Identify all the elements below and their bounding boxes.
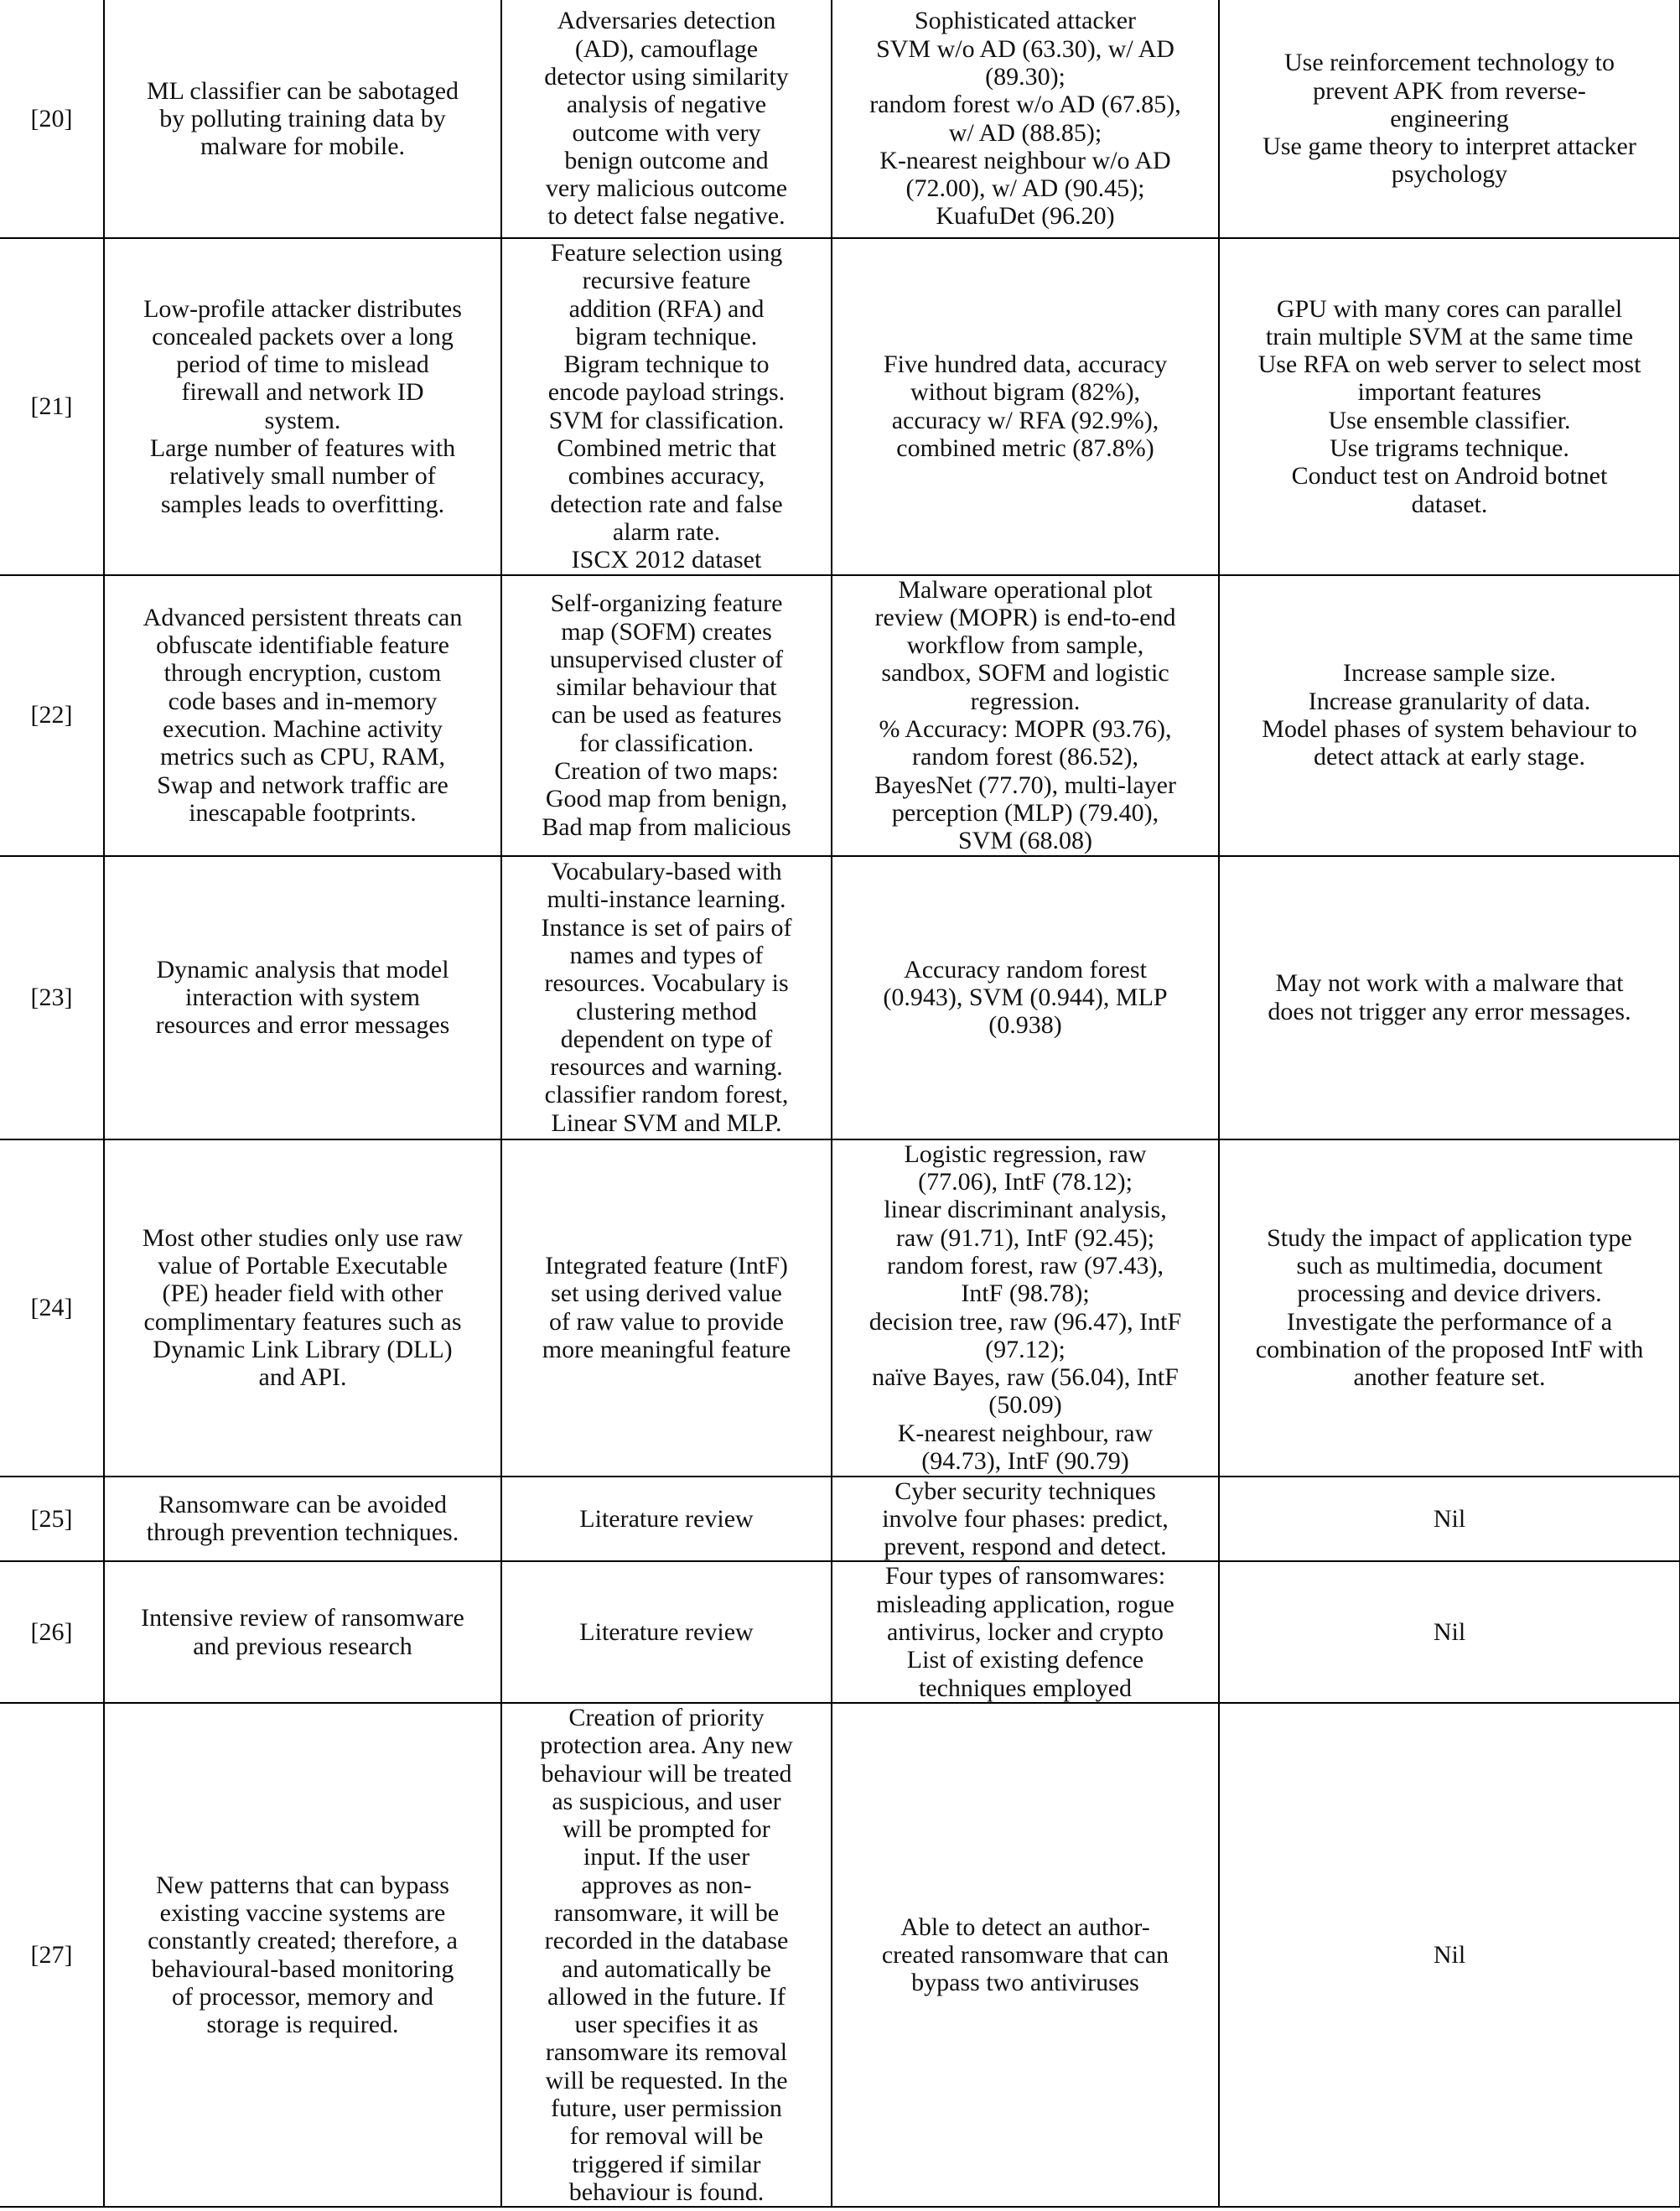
- table-row: [0, 575, 1680, 856]
- future-work-cell: Nil: [1219, 1703, 1680, 2207]
- result-cell: Four types of ransomwares: misleading application, rogue antivirus, locker and crypto List of existing defence techniques employed: [832, 1561, 1219, 1702]
- method-cell: Adversaries detection (AD), camouflage detector using similarity analysis of negative outcome with very benign outcome and very malicious outcome to detect false negative.: [501, 0, 832, 238]
- future-work-cell: Nil: [1219, 1477, 1680, 1562]
- table-row: [0, 856, 1680, 1139]
- result-cell: Sophisticated attacker SVM w/o AD (63.30), w/ AD (89.30); random forest w/o AD (67.85), w/ AD (88.85); K-nearest neighbour w/o AD (72.00), w/ AD (90.45); KuafuDet (96.20): [832, 0, 1219, 238]
- result-cell: Five hundred data, accuracy without bigram (82%), accuracy w/ RFA (92.9%), combined metric (87.8%): [832, 238, 1219, 575]
- method-cell: Integrated feature (IntF) set using derived value of raw value to provide more meaningful feature: [501, 1139, 832, 1477]
- problem-cell: Most other studies only use raw value of Portable Executable (PE) header field with other complimentary features such as Dynamic Link Library (DLL) and API.: [104, 1139, 501, 1477]
- reference-cell: [27]: [0, 1703, 104, 2207]
- result-cell: Malware operational plot review (MOPR) is end-to-end workflow from sample, sandbox, SOFM and logistic regression. % Accuracy: MOPR (93.76), random forest (86.52), BayesNet (77.70), multi-layer perception (MLP) (79.40), SVM (68.08): [832, 575, 1219, 856]
- problem-cell: Ransomware can be avoided through prevention techniques.: [104, 1477, 501, 1562]
- table-row: [0, 1561, 1680, 1702]
- future-work-cell: GPU with many cores can parallel train multiple SVM at the same time Use RFA on web server to select most important features Use ensemble classifier. Use trigrams technique. Conduct test on Android botnet dataset.: [1219, 238, 1680, 575]
- table-row: [0, 1703, 1680, 2207]
- future-work-cell: Use reinforcement technology to prevent APK from reverse- engineering Use game theory to interpret attacker psychology: [1219, 0, 1680, 238]
- reference-cell: [20]: [0, 0, 104, 238]
- reference-cell: [23]: [0, 856, 104, 1139]
- method-cell: Feature selection using recursive feature addition (RFA) and bigram technique. Bigram technique to encode payload strings. SVM for classification. Combined metric that combines accuracy, detection rate and false alarm rate. ISCX 2012 dataset: [501, 238, 832, 575]
- method-cell: Creation of priority protection area. Any new behaviour will be treated as suspicious, and user will be prompted for input. If the user approves as non- ransomware, it will be recorded in the database and automatically be allowed in the future. If user specifies it as ransomware its removal will be requested. In the future, user permission for removal will be triggered if similar behaviour is found.: [501, 1703, 832, 2207]
- problem-cell: New patterns that can bypass existing vaccine systems are constantly created; therefore, a behavioural-based monitoring of processor, memory and storage is required.: [104, 1703, 501, 2207]
- result-cell: Able to detect an author- created ransomware that can bypass two antiviruses: [832, 1703, 1219, 2207]
- future-work-cell: May not work with a malware that does not trigger any error messages.: [1219, 856, 1680, 1139]
- method-cell: Vocabulary-based with multi-instance learning. Instance is set of pairs of names and types of resources. Vocabulary is clustering method dependent on type of resources and warning. classifier random forest, Linear SVM and MLP.: [501, 856, 832, 1139]
- result-cell: Logistic regression, raw (77.06), IntF (78.12); linear discriminant analysis, raw (91.71), IntF (92.45); random forest, raw (97.43), IntF (98.78); decision tree, raw (96.47), IntF (97.12); naïve Bayes, raw (56.04), IntF (50.09) K-nearest neighbour, raw (94.73), IntF (90.79): [832, 1139, 1219, 1477]
- future-work-cell: Increase sample size. Increase granularity of data. Model phases of system behaviour to detect attack at early stage.: [1219, 575, 1680, 856]
- future-work-cell: Study the impact of application type such as multimedia, document processing and device drivers. Investigate the performance of a combination of the proposed IntF with another feature set.: [1219, 1139, 1680, 1477]
- table-row: [0, 1477, 1680, 1562]
- table-row: [0, 0, 1680, 238]
- table-row: [0, 238, 1680, 575]
- method-cell: Literature review: [501, 1477, 832, 1562]
- method-cell: Literature review: [501, 1561, 832, 1702]
- reference-cell: [21]: [0, 238, 104, 575]
- reference-cell: [26]: [0, 1561, 104, 1702]
- problem-cell: Low-profile attacker distributes concealed packets over a long period of time to mislead firewall and network ID system. Large number of features with relatively small number of samples leads to overfitting.: [104, 238, 501, 575]
- problem-cell: Advanced persistent threats can obfuscate identifiable feature through encryption, custom code bases and in-memory execution. Machine activity metrics such as CPU, RAM, Swap and network traffic are inescapable footprints.: [104, 575, 501, 856]
- table-row: [0, 1139, 1680, 1477]
- reference-cell: [22]: [0, 575, 104, 856]
- result-cell: Accuracy random forest (0.943), SVM (0.944), MLP (0.938): [832, 856, 1219, 1139]
- problem-cell: ML classifier can be sabotaged by polluting training data by malware for mobile.: [104, 0, 501, 238]
- result-cell: Cyber security techniques involve four phases: predict, prevent, respond and detect.: [832, 1477, 1219, 1562]
- problem-cell: Dynamic analysis that model interaction with system resources and error messages: [104, 856, 501, 1139]
- future-work-cell: Nil: [1219, 1561, 1680, 1702]
- reference-cell: [24]: [0, 1139, 104, 1477]
- problem-cell: Intensive review of ransomware and previous research: [104, 1561, 501, 1702]
- reference-cell: [25]: [0, 1477, 104, 1562]
- method-cell: Self-organizing feature map (SOFM) creates unsupervised cluster of similar behaviour that can be used as features for classification. Creation of two maps: Good map from benign, Bad map from malicious: [501, 575, 832, 856]
